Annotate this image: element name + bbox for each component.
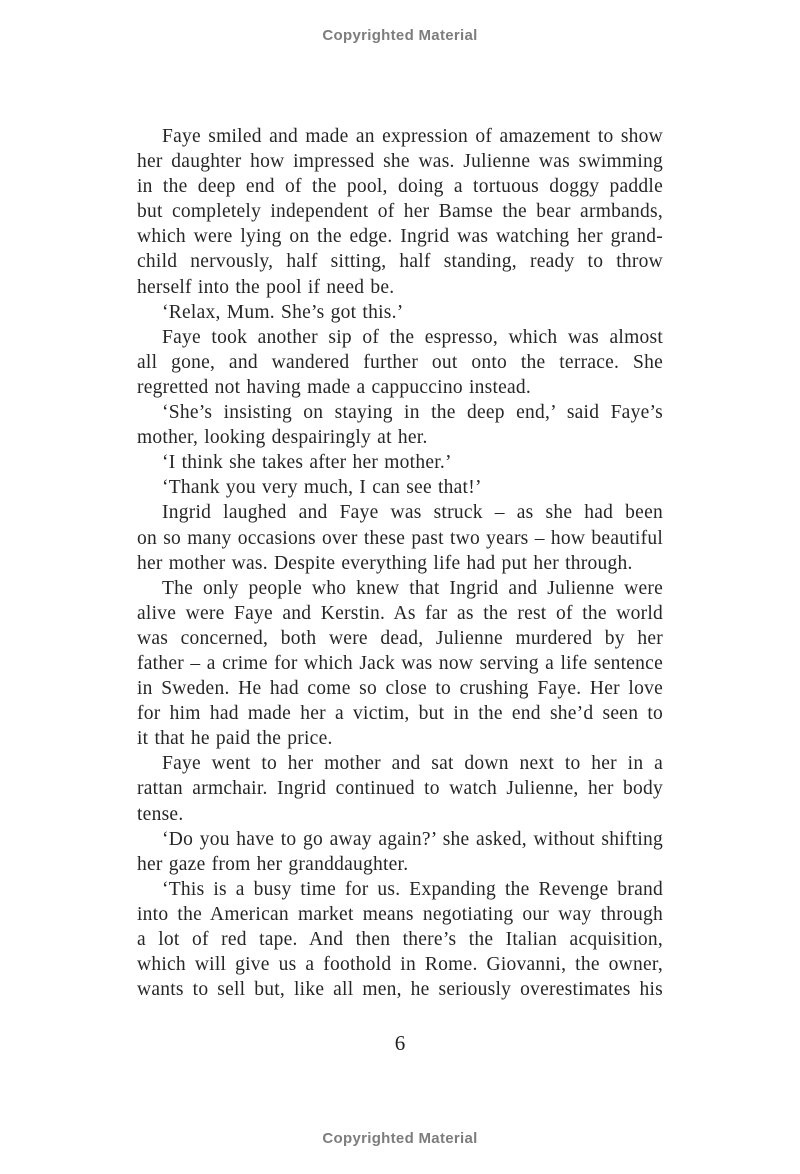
text-line-p8-l3: was concerned, both were dead, Julienne murdered by her	[137, 627, 663, 649]
body-text-block	[137, 124, 663, 1002]
text-line-p4-l1: ‘She’s insisting on staying in the deep end,’ said Faye’s	[162, 402, 663, 424]
text-line-p8-l1: The only people who knew that Ingrid and Julienne were	[162, 577, 663, 599]
text-line-p7-l1: Ingrid laughed and Faye was struck – as she had been	[162, 502, 663, 524]
copyright-notice-footer: Copyrighted Material	[322, 1130, 478, 1147]
text-line-p11-l3: a lot of red tape. And then there’s the Italian acquisition,	[137, 929, 663, 950]
text-line-p11-l1: ‘This is a busy time for us. Expanding the Revenge brand	[162, 878, 663, 900]
text-line-p1-l3: in the deep end of the pool, doing a tortuous doggy paddle	[137, 176, 663, 198]
text-line-p8-l5: in Sweden. He had come so close to crushing Faye. Her love	[137, 678, 663, 700]
text-line-p6-l1: ‘Thank you very much, I can see that!’	[162, 477, 482, 499]
text-line-p3-l2: all gone, and wandered further out onto the terrace. She	[137, 351, 663, 373]
page-number: 6	[394, 1031, 406, 1055]
text-line-p1-l6: child nervously, half sitting, half standing, ready to throw	[137, 251, 663, 273]
text-line-p8-l7: it that he paid the price.	[137, 728, 333, 750]
text-line-p8-l6: for him had made her a victim, but in the end she’d seen to	[137, 703, 663, 725]
text-line-p10-l2: her gaze from her granddaughter.	[137, 853, 409, 875]
text-line-p1-l7: herself into the pool if need be.	[137, 276, 395, 298]
text-line-p3-l3: regretted not having made a cappuccino instead.	[137, 376, 532, 398]
text-line-p7-l2: on so many occasions over these past two years – how beautiful	[137, 527, 663, 549]
text-line-p1-l5: which were lying on the edge. Ingrid was watching her grand-	[137, 226, 663, 248]
text-line-p1-l4: but completely independent of her Bamse the bear armbands,	[137, 201, 663, 223]
text-line-p5-l1: ‘I think she takes after her mother.’	[162, 452, 452, 474]
text-line-p8-l2: alive were Faye and Kerstin. As far as the rest of the world	[137, 602, 663, 624]
text-line-p3-l1: Faye took another sip of the espresso, which was almost	[162, 326, 663, 348]
text-line-p9-l2: rattan armchair. Ingrid continued to watch Julienne, her body	[137, 778, 663, 800]
text-line-p1-l2: her daughter how impressed she was. Julienne was swimming	[137, 151, 663, 173]
text-line-p2-l1: ‘Relax, Mum. She’s got this.’	[162, 301, 404, 323]
text-line-p8-l4: father – a crime for which Jack was now serving a life sentence	[137, 652, 663, 674]
text-line-p11-l2: into the American market means negotiating our way through	[137, 903, 663, 925]
text-line-p11-l4: which will give us a foothold in Rome. Giovanni, the owner,	[137, 954, 663, 976]
text-line-p9-l1: Faye went to her mother and sat down next to her in a	[162, 753, 663, 775]
text-line-p10-l1: ‘Do you have to go away again?’ she asked, without shifting	[162, 828, 663, 850]
copyright-notice-header: Copyrighted Material	[322, 27, 478, 44]
text-line-p1-l1: Faye smiled and made an expression of amazement to show	[162, 126, 663, 147]
text-line-p4-l2: mother, looking despairingly at her.	[137, 427, 428, 449]
text-line-p11-l5: wants to sell but, like all men, he seriously overestimates his	[137, 979, 663, 1001]
text-line-p9-l3: tense.	[137, 803, 184, 825]
text-line-p7-l3: her mother was. Despite everything life had put her through.	[137, 552, 633, 574]
